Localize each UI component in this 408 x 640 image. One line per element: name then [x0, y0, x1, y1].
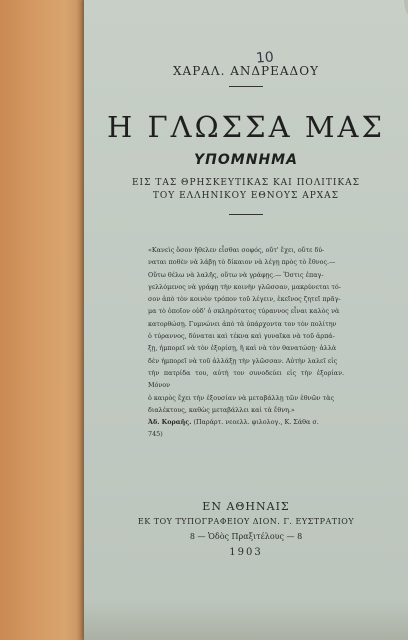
epigraph-line: τὴν πατρίδα του, αὐτὴ τον συνοδεύει εἰς τὴν ἐξορίαν. Μόνον: [148, 368, 344, 390]
subject-line-1: ΕΙΣ ΤΑΣ ΘΡΗΣΚΕΥΤΙΚΑΣ ΚΑΙ ΠΟΛΙΤΙΚΑΣ: [131, 178, 361, 188]
epigraph-line: κατορθώσῃ. Γυμνώνει ἀπὸ τὰ ὑπάρχοντα τον τὸν πολίτην: [148, 319, 337, 328]
paper-stain-bottom: [84, 600, 408, 640]
epigraph-line: μα τὸ ὁποῖον οὐδ' ὁ σκληρότατος τύραννος εἶναι καλὸς νὰ: [148, 307, 340, 316]
subject-line-2: ΤΟΥ ΕΛΛΗΝΙΚΟΥ ΕΘΝΟΥΣ ΑΡΧΑΣ: [152, 191, 340, 201]
epigraph: [148, 244, 344, 441]
epigraph-source-name: Ἀδ. Κοραῆς.: [148, 418, 192, 427]
epigraph-line: Οὕτω θέλω νὰ λαλῆς, οὕτω νὰ γράφῃς.— Ὅστις ἐπαγ-: [148, 270, 324, 279]
epigraph-source: [148, 416, 344, 428]
paper-stain: [404, 0, 408, 30]
book-spine: [0, 0, 86, 640]
book-subtitle: ΥΠΟΜΝΗΜΑ: [194, 152, 298, 168]
publication-city: ΕΝ ΑΘΗΝΑΙΣ: [202, 500, 290, 513]
epigraph-line: σον ἀπὸ τὸν κοινὸν τρόπον τοῦ λέγειν, ἐκεῖνος ζητεῖ πρᾶγ-: [148, 295, 341, 304]
epigraph-source-ref: (Παράρτ. νεοελλ. φιλολογ., Κ. Σάθα σ.: [191, 418, 319, 427]
epigraph-source-ref-2: 745): [148, 430, 163, 439]
epigraph-line: «Κανεὶς ὅσον ἤθελεν εἶσθαι σοφός, οὔτ' ἔχει, οὔτε δύ-: [148, 246, 325, 254]
epigraph-line: ναται ποθὲν νὰ λάβῃ τὸ δίκαιον νὰ λέγῃ πρὸς τὸ ἔθνος.—: [148, 258, 336, 267]
epigraph-line: ὁ καιρὸς ἔχει τὴν ἐξουσίαν νὰ μεταβάλλῃ τῶν ἐθνῶν τὰς: [148, 393, 335, 402]
epigraph-line: διαλέκτους, καθὼς μεταβάλλει καὶ τὰ ἔθνη.»: [148, 405, 295, 414]
epigraph-line: ξῃ, ἠμπορεῖ νὰ τὸν ἐξορίσῃ, ἢ καὶ νὰ τὸν θανατώσῃ· ἀλλὰ: [148, 344, 337, 353]
author-name: ΧΑΡΑΛ. ΑΝΔΡΕΑΔΟΥ: [172, 64, 319, 78]
epigraph-line: δὲν ἠμπορεῖ νὰ τοῦ ἀλλάξῃ τὴν γλῶσσαν. Αὐτὴν λαλεῖ εἰς: [148, 356, 338, 365]
printer-name: ΕΚ ΤΟΥ ΤΥΠΟΓΡΑΦΕΙΟΥ ΔΙΟΝ. Γ. ΕΥΣΤΡΑΤΙΟΥ: [137, 517, 355, 526]
divider-rule: [229, 86, 263, 87]
book-title: Η ΓΛΩΣΣΑ ΜΑΣ: [107, 110, 385, 144]
divider-rule: [229, 214, 263, 215]
epigraph-line: ὁ τύραννος, δύναται καὶ τέκνα καὶ γυναῖκα νὰ τοῦ ἁρπά-: [148, 332, 335, 341]
epigraph-line: γελλόμενος νὰ γράφῃ τὴν κοινὴν γλῶσσαν, μακρύνεται τό-: [148, 282, 341, 291]
printer-address: 8 — Ὁδὸς Πραξιτέλους — 8: [189, 532, 303, 541]
publication-year: 1903: [229, 547, 263, 558]
handwritten-number: 10: [255, 49, 275, 67]
